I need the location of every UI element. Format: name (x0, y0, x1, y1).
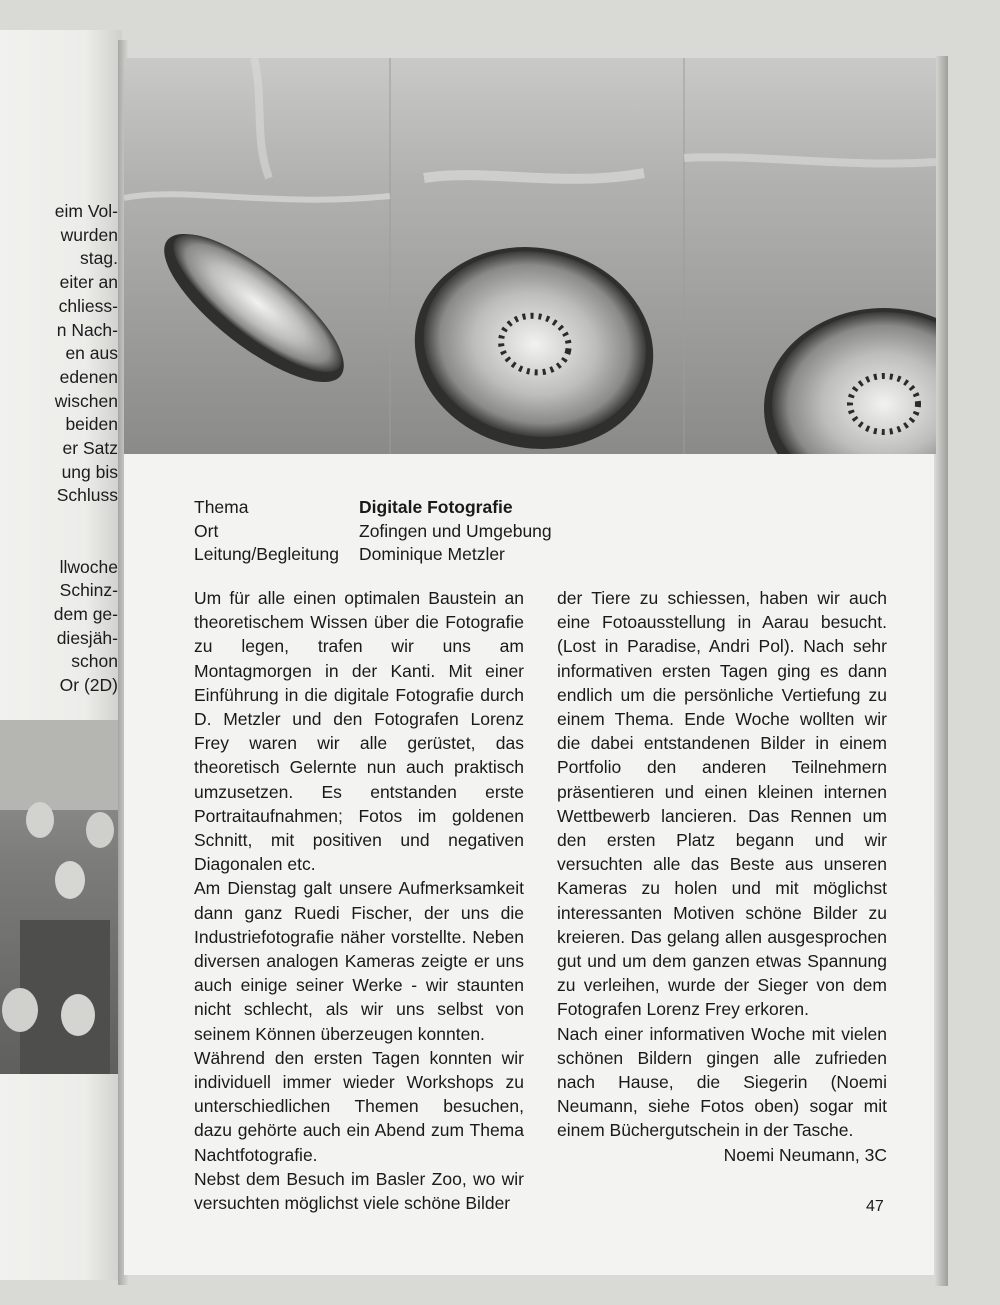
left-line: dem ge- (53, 603, 118, 624)
left-page-text (0, 200, 118, 698)
meta-value: Zofingen und Umgebung (359, 520, 552, 541)
left-line: eim Vol- (54, 201, 118, 221)
left-line: Or (2D) (59, 675, 118, 696)
left-page (0, 30, 122, 1280)
left-line: llwoche (59, 556, 118, 577)
meta-label: Thema (194, 497, 249, 517)
left-line: er Satz (62, 438, 118, 459)
paragraph: Um für alle einen optimalen Baustein an theoretischem Wissen über die Fotografie zu legen, trafen wir uns am Montagmorgen in der Kanti. Mit einer Einführung in die digitale Fotografie durch D. Metzler und den Fotografen Lorenz Frey waren wir alle gerüstet, das theoretisch Gelernte nun auch praktisch umzusetzen. Es entstanden erste Portraitaufnahmen; Fotos im goldenen Schnitt, mit positiven und negativen Diagonalen etc. (194, 588, 524, 875)
paragraph: Während den ersten Tagen konnten wir individuell immer wieder Workshops zu unterschiedlichen Themen besuchen, dazu gehörte auch ein Abend zum Thema Nachtfotografie. (194, 1047, 524, 1165)
left-line: chliess- (58, 295, 118, 316)
meta-row (194, 543, 552, 567)
left-line: stag. (80, 248, 118, 269)
left-line: en aus (65, 343, 118, 364)
left-line (0, 532, 118, 556)
meta-row (194, 496, 552, 520)
meta-label: Ort (194, 520, 219, 541)
left-line: ung bis (61, 461, 118, 482)
page-edge (934, 56, 948, 1286)
left-line: n Nach- (56, 319, 118, 340)
group-photo (0, 720, 122, 1074)
left-line: wischen (54, 390, 118, 411)
group-photo-figures (0, 720, 122, 1074)
article-column-right (557, 586, 887, 1167)
paragraph: der Tiere zu schiessen, haben wir auch eine Fotoausstellung in Aarau besucht. (Lost in Paradise, Andri Pol). Nach sehr informativen ersten Tagen ging es dann endlich um die persönliche Vertiefung zu einem Thema. Ende Woche wollten wir die dabei entstandenen Bilder in einem Portfolio den anderen Teilnehmern präsentieren und einen kleinen internen Wettbewerb lancieren. Das Rennen um den ersten Platz begann und wir versuchten alle das Beste aus unseren Kameras zu holen und mit möglichst interessanten Motiven schöne Bilder zu kreieren. Das gelang allen ausgesprochen gut und um dem ganzen etwas Spannung zu verleihen, wurde der Sieger von dem Fotografen Lorenz Frey erkoren. (557, 588, 887, 1020)
left-line: diesjäh- (56, 627, 118, 648)
meta-row (194, 520, 552, 544)
article-column-left (194, 586, 524, 1215)
article-meta (194, 496, 552, 567)
paragraph: Am Dienstag galt unsere Aufmerksamkeit dann ganz Ruedi Fischer, der uns die Industriefotografie näher vorstellte. Neben diversen analogen Kameras zeigte er uns auch einige seiner Werke - wir staunten nicht schlecht, als wir uns selbst von seinem Können überzeugen konnten. (194, 878, 524, 1044)
left-line: wurden (60, 224, 118, 245)
kiwi-photos (124, 58, 936, 454)
meta-label: Leitung/Begleitung (194, 544, 339, 564)
page-number: 47 (866, 1198, 884, 1215)
meta-value: Dominique Metzler (359, 544, 505, 564)
paragraph: Nach einer informativen Woche mit vielen schönen Bildern gingen alle zufrieden nach Hause, die Siegerin (Noemi Neumann, siehe Fotos oben) sogar mit einem Büchergutschein in der Tasche. (557, 1023, 887, 1141)
author-signature: Noemi Neumann, 3C (723, 1144, 887, 1165)
left-line: eiter an (59, 272, 118, 293)
paragraph: Nebst dem Besuch im Basler Zoo, wo wir versuchten möglichst viele schöne Bilder (194, 1168, 524, 1214)
kiwi-photo-strip (124, 58, 936, 454)
left-line (0, 508, 118, 532)
left-line: beiden (65, 414, 118, 435)
left-line: edenen (59, 366, 118, 387)
left-line: Schluss (56, 485, 118, 506)
left-line: Schinz- (59, 580, 118, 601)
article-title: Digitale Fotografie (359, 497, 513, 517)
left-line: schon (71, 651, 118, 672)
